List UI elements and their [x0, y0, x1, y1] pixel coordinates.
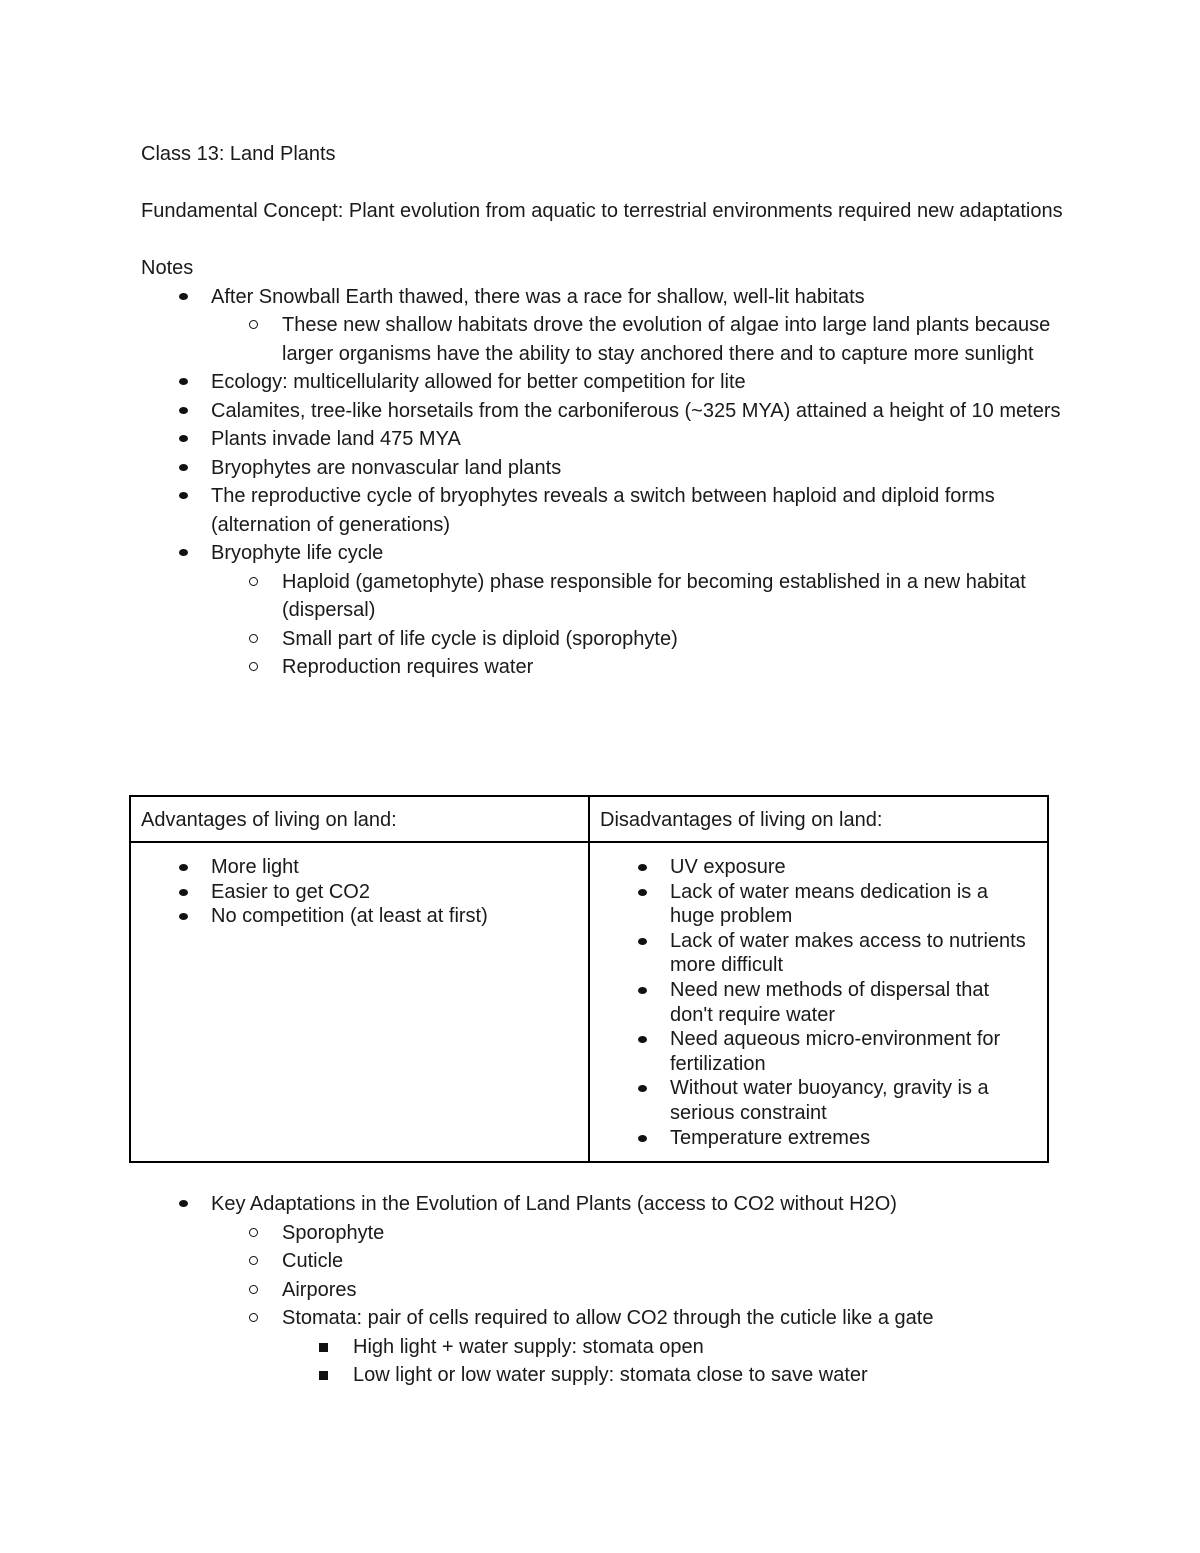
list-item: [141, 283, 1066, 369]
list-item: UV exposure: [600, 855, 1037, 880]
advantages-list: [141, 855, 578, 929]
sub-list-item: These new shallow habitats drove the evolution of algae into large land plants because larger organisms have the ability to stay anchored there and to capture more sunlight: [211, 311, 1066, 368]
sub-list-item: Cuticle: [211, 1247, 1066, 1276]
list-item-text: Stomata: pair of cells required to allow CO2 through the cuticle like a gate: [282, 1307, 934, 1329]
disadvantages-cell: [589, 842, 1048, 1162]
document-body: [141, 140, 1066, 682]
list-item: Plants invade land 475 MYA: [141, 425, 1066, 454]
disadvantages-list: [600, 855, 1037, 1150]
sub-sub-list-item: Low light or low water supply: stomata close to save water: [282, 1361, 1066, 1390]
sub-list-item: Airpores: [211, 1276, 1066, 1305]
sub-sub-list: [282, 1333, 1066, 1390]
sub-list: [211, 1219, 1066, 1390]
list-item: Need aqueous micro-environment for fertilization: [600, 1027, 1037, 1076]
sub-list: [211, 311, 1066, 368]
list-item-text: Bryophyte life cycle: [211, 542, 384, 564]
list-item: Without water buoyancy, gravity is a serious constraint: [600, 1076, 1037, 1125]
sub-list-item: Sporophyte: [211, 1219, 1066, 1248]
list-item: Bryophytes are nonvascular land plants: [141, 454, 1066, 483]
advantages-header: Advantages of living on land:: [130, 796, 589, 842]
list-item: Lack of water means dedication is a huge problem: [600, 880, 1037, 929]
notes-list: [141, 283, 1066, 682]
fundamental-concept: Fundamental Concept: Plant evolution from aquatic to terrestrial environments required new adaptations: [141, 200, 1063, 222]
notes-heading: Notes: [141, 257, 194, 279]
sub-list-item: [211, 1304, 1066, 1390]
adaptations-list: [141, 1190, 1066, 1390]
land-living-table: [129, 795, 1049, 1163]
page-title: Class 13: Land Plants: [141, 143, 336, 165]
sub-list-item: Haploid (gametophyte) phase responsible for becoming established in a new habitat (dispersal): [211, 568, 1066, 625]
list-item: Need new methods of dispersal that don't require water: [600, 978, 1037, 1027]
list-item: [141, 539, 1066, 682]
advantages-cell: [130, 842, 589, 1162]
list-item: [141, 1190, 1066, 1390]
sub-list: [211, 568, 1066, 682]
list-item: The reproductive cycle of bryophytes reveals a switch between haploid and diploid forms (alternation of generations): [141, 482, 1066, 539]
sub-list-item: Small part of life cycle is diploid (sporophyte): [211, 625, 1066, 654]
sub-list-item: Reproduction requires water: [211, 653, 1066, 682]
disadvantages-header: Disadvantages of living on land:: [589, 796, 1048, 842]
list-item: More light: [141, 855, 578, 880]
sub-sub-list-item: High light + water supply: stomata open: [282, 1333, 1066, 1362]
list-item: Temperature extremes: [600, 1126, 1037, 1151]
list-item: Ecology: multicellularity allowed for better competition for lite: [141, 368, 1066, 397]
list-item: Lack of water makes access to nutrients more difficult: [600, 929, 1037, 978]
adaptations-section: [141, 1190, 1066, 1390]
list-item-text: Key Adaptations in the Evolution of Land Plants (access to CO2 without H2O): [211, 1193, 897, 1215]
list-item: Easier to get CO2: [141, 880, 578, 905]
list-item-text: After Snowball Earth thawed, there was a race for shallow, well-lit habitats: [211, 285, 865, 308]
list-item: No competition (at least at first): [141, 904, 578, 929]
list-item: Calamites, tree-like horsetails from the carboniferous (~325 MYA) attained a height of 10 meters: [141, 397, 1066, 426]
